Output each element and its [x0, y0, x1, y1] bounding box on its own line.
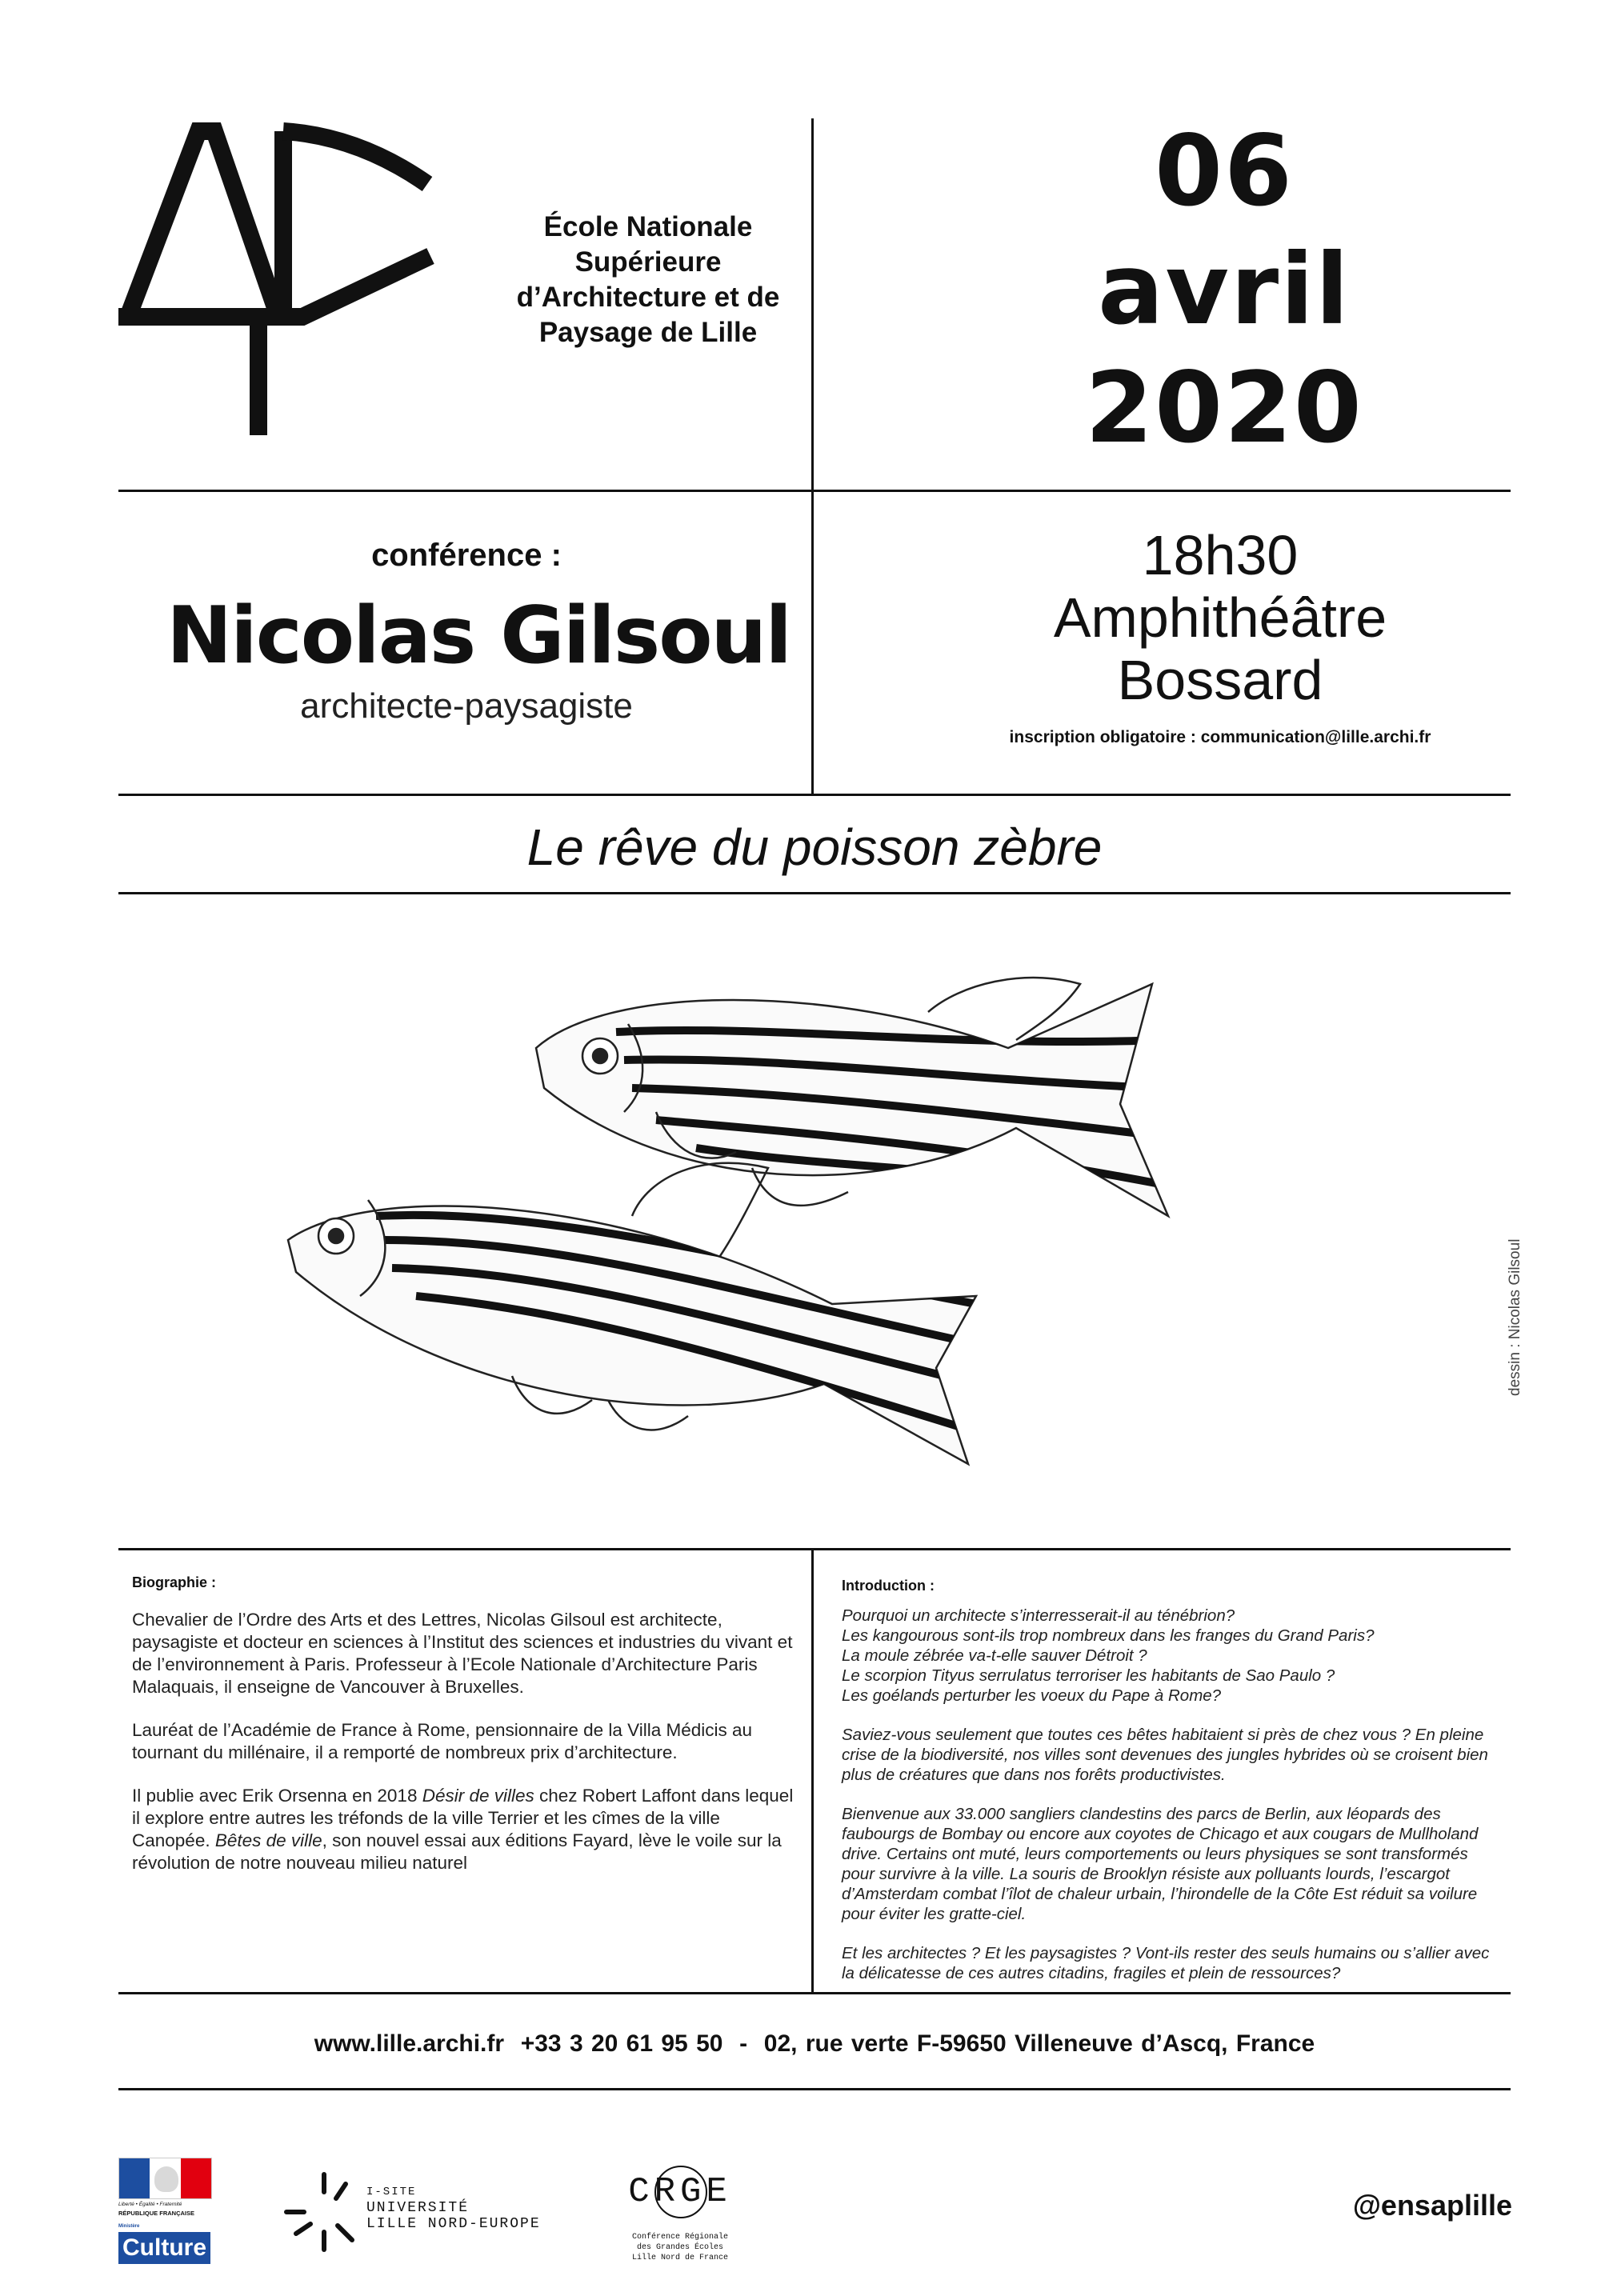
conference-label: conférence : — [371, 538, 562, 573]
crge-circle-icon — [653, 2158, 709, 2226]
zebrafish-top — [536, 978, 1168, 1216]
introduction-column — [842, 1578, 1490, 2002]
zebrafish-illustration — [272, 952, 1376, 1528]
date-year: 2020 — [1085, 351, 1363, 465]
introduction-heading: Introduction : — [842, 1578, 935, 1594]
inscription-note: inscription obligatoire : communication@lille.archi.fr — [1009, 728, 1431, 746]
speaker-role: architecte-paysagiste — [300, 686, 633, 726]
culture-logo: Culture — [118, 2232, 210, 2264]
biography-column — [132, 1574, 796, 1895]
contact-line[interactable]: www.lille.archi.fr +33 3 20 61 95 50 - 02, rue verte F-59650 Villeneuve d’Ascq, France — [314, 2030, 1315, 2057]
event-date — [816, 112, 1621, 467]
date-day: 06 — [1155, 114, 1294, 228]
social-handle[interactable]: @ensaplille — [1352, 2189, 1512, 2222]
biography-paragraph: Chevalier de l’Ordre des Arts et des Lettres, Nicolas Gilsoul est architecte, paysagiste et docteur en sciences à l’Institut des sciences et industries du vivant et de l’environnement à Paris. Professeur à l’Ecole Nationale d’Architecture Paris Malaquais, il enseigne de Vancouver à Bruxelles. — [132, 1610, 793, 1697]
time-venue — [816, 524, 1621, 711]
biography-paragraph: Lauréat de l’Académie de France à Rome, pensionnaire de la Villa Médicis au tournant du millénaire, il a remporté de nombreux prix d’architecture. — [132, 1720, 753, 1762]
ensap-logo — [118, 120, 438, 440]
isite-logo-mark — [280, 2168, 368, 2256]
introduction-paragraph: Bienvenue aux 33.000 sangliers clandestins des parcs de Berlin, aux léopards des faubourgs de Bombay ou encore aux coyotes de Chicago et aux cougars de Mullholand drive. Certains ont muté, leurs comportements ou leurs physiques se sont transformés pour survivre à la ville. La souris de Brooklyn résiste aux polluants lourds, l’escargot d’Amsterdam combat l’îlot de chaleur urbain, l’hirondelle de la Côte Est réduit sa voilure pour éviter les gratte-ciel. — [842, 1805, 1479, 1923]
rule-columns-divider — [811, 1548, 814, 1992]
date-month: avril — [1098, 233, 1351, 346]
crge-caption: Conférence Régionale des Grandes Écoles Lille Nord de France — [631, 2233, 729, 2262]
rule-title-bottom — [118, 892, 1511, 894]
venue-line-1: Amphithéâtre — [1053, 586, 1387, 649]
event-time: 18h30 — [1142, 524, 1299, 586]
illustration-credit: dessin : Nicolas Gilsoul — [1507, 1238, 1523, 1396]
rule-conference-bottom — [118, 794, 1511, 796]
venue-line-2: Bossard — [1117, 649, 1323, 711]
speaker-name: Nicolas Gilsoul — [166, 590, 790, 682]
rule-footer-bottom — [118, 2088, 1511, 2090]
ministry-label: Ministère — [118, 2224, 140, 2229]
biography-paragraph: Il publie avec Erik Orsenna en 2018 Désir de villes chez Robert Laffont dans lequel il explore entre autres les tréfonds de la ville Terrier et les cîmes de la ville Canopée. Bêtes de ville, son nouvel essai aux éditions Fayard, lève le voile sur la révolution de notre nouveau milieu naturel — [132, 1786, 794, 1873]
introduction-paragraph: Et les architectes ? Et les paysagistes ? Vont-ils rester des seuls humains ou s’allier avec la délicatesse de ces autres citadins, fragiles et plein de ressources? — [842, 1944, 1490, 1982]
rule-header-bottom — [118, 490, 1511, 492]
introduction-paragraph: Saviez-vous seulement que toutes ces bêtes habitaient si près de chez vous ? En pleine crise de la biodiversité, nos villes sont devenues des jungles hybrides où se croisent bien plus de créatures que dans nos forêts productivistes. — [842, 1726, 1488, 1784]
introduction-questions: Pourquoi un architecte s’interresserait-il au ténébrion? Les kangourous sont-ils trop nombreux dans les franges du Grand Paris? La moule zébrée va-t-elle sauver Détroit ? Le scorpion Tityus serrulatus terroriser les habitants de Sao Paulo ? Les goélands perturber les voeux du Pape à Rome? — [842, 1606, 1375, 1705]
school-name: École Nationale Supérieure d’Architecture et de Paysage de Lille — [516, 211, 780, 348]
isite-logo-text: I-SITE UNIVERSITÉ LILLE NORD-EUROPE — [366, 2186, 541, 2232]
zebrafish-bottom — [288, 1163, 976, 1464]
rule-illustration-bottom — [118, 1548, 1511, 1550]
conference-title: Le rêve du poisson zèbre — [526, 818, 1103, 876]
biography-heading: Biographie : — [132, 1574, 217, 1590]
republique-francaise-logo: Liberté • Égalité • Fraternité RÉPUBLIQUE FRANÇAISE — [118, 2158, 210, 2217]
crge-logo: CRGE — [628, 2172, 732, 2212]
